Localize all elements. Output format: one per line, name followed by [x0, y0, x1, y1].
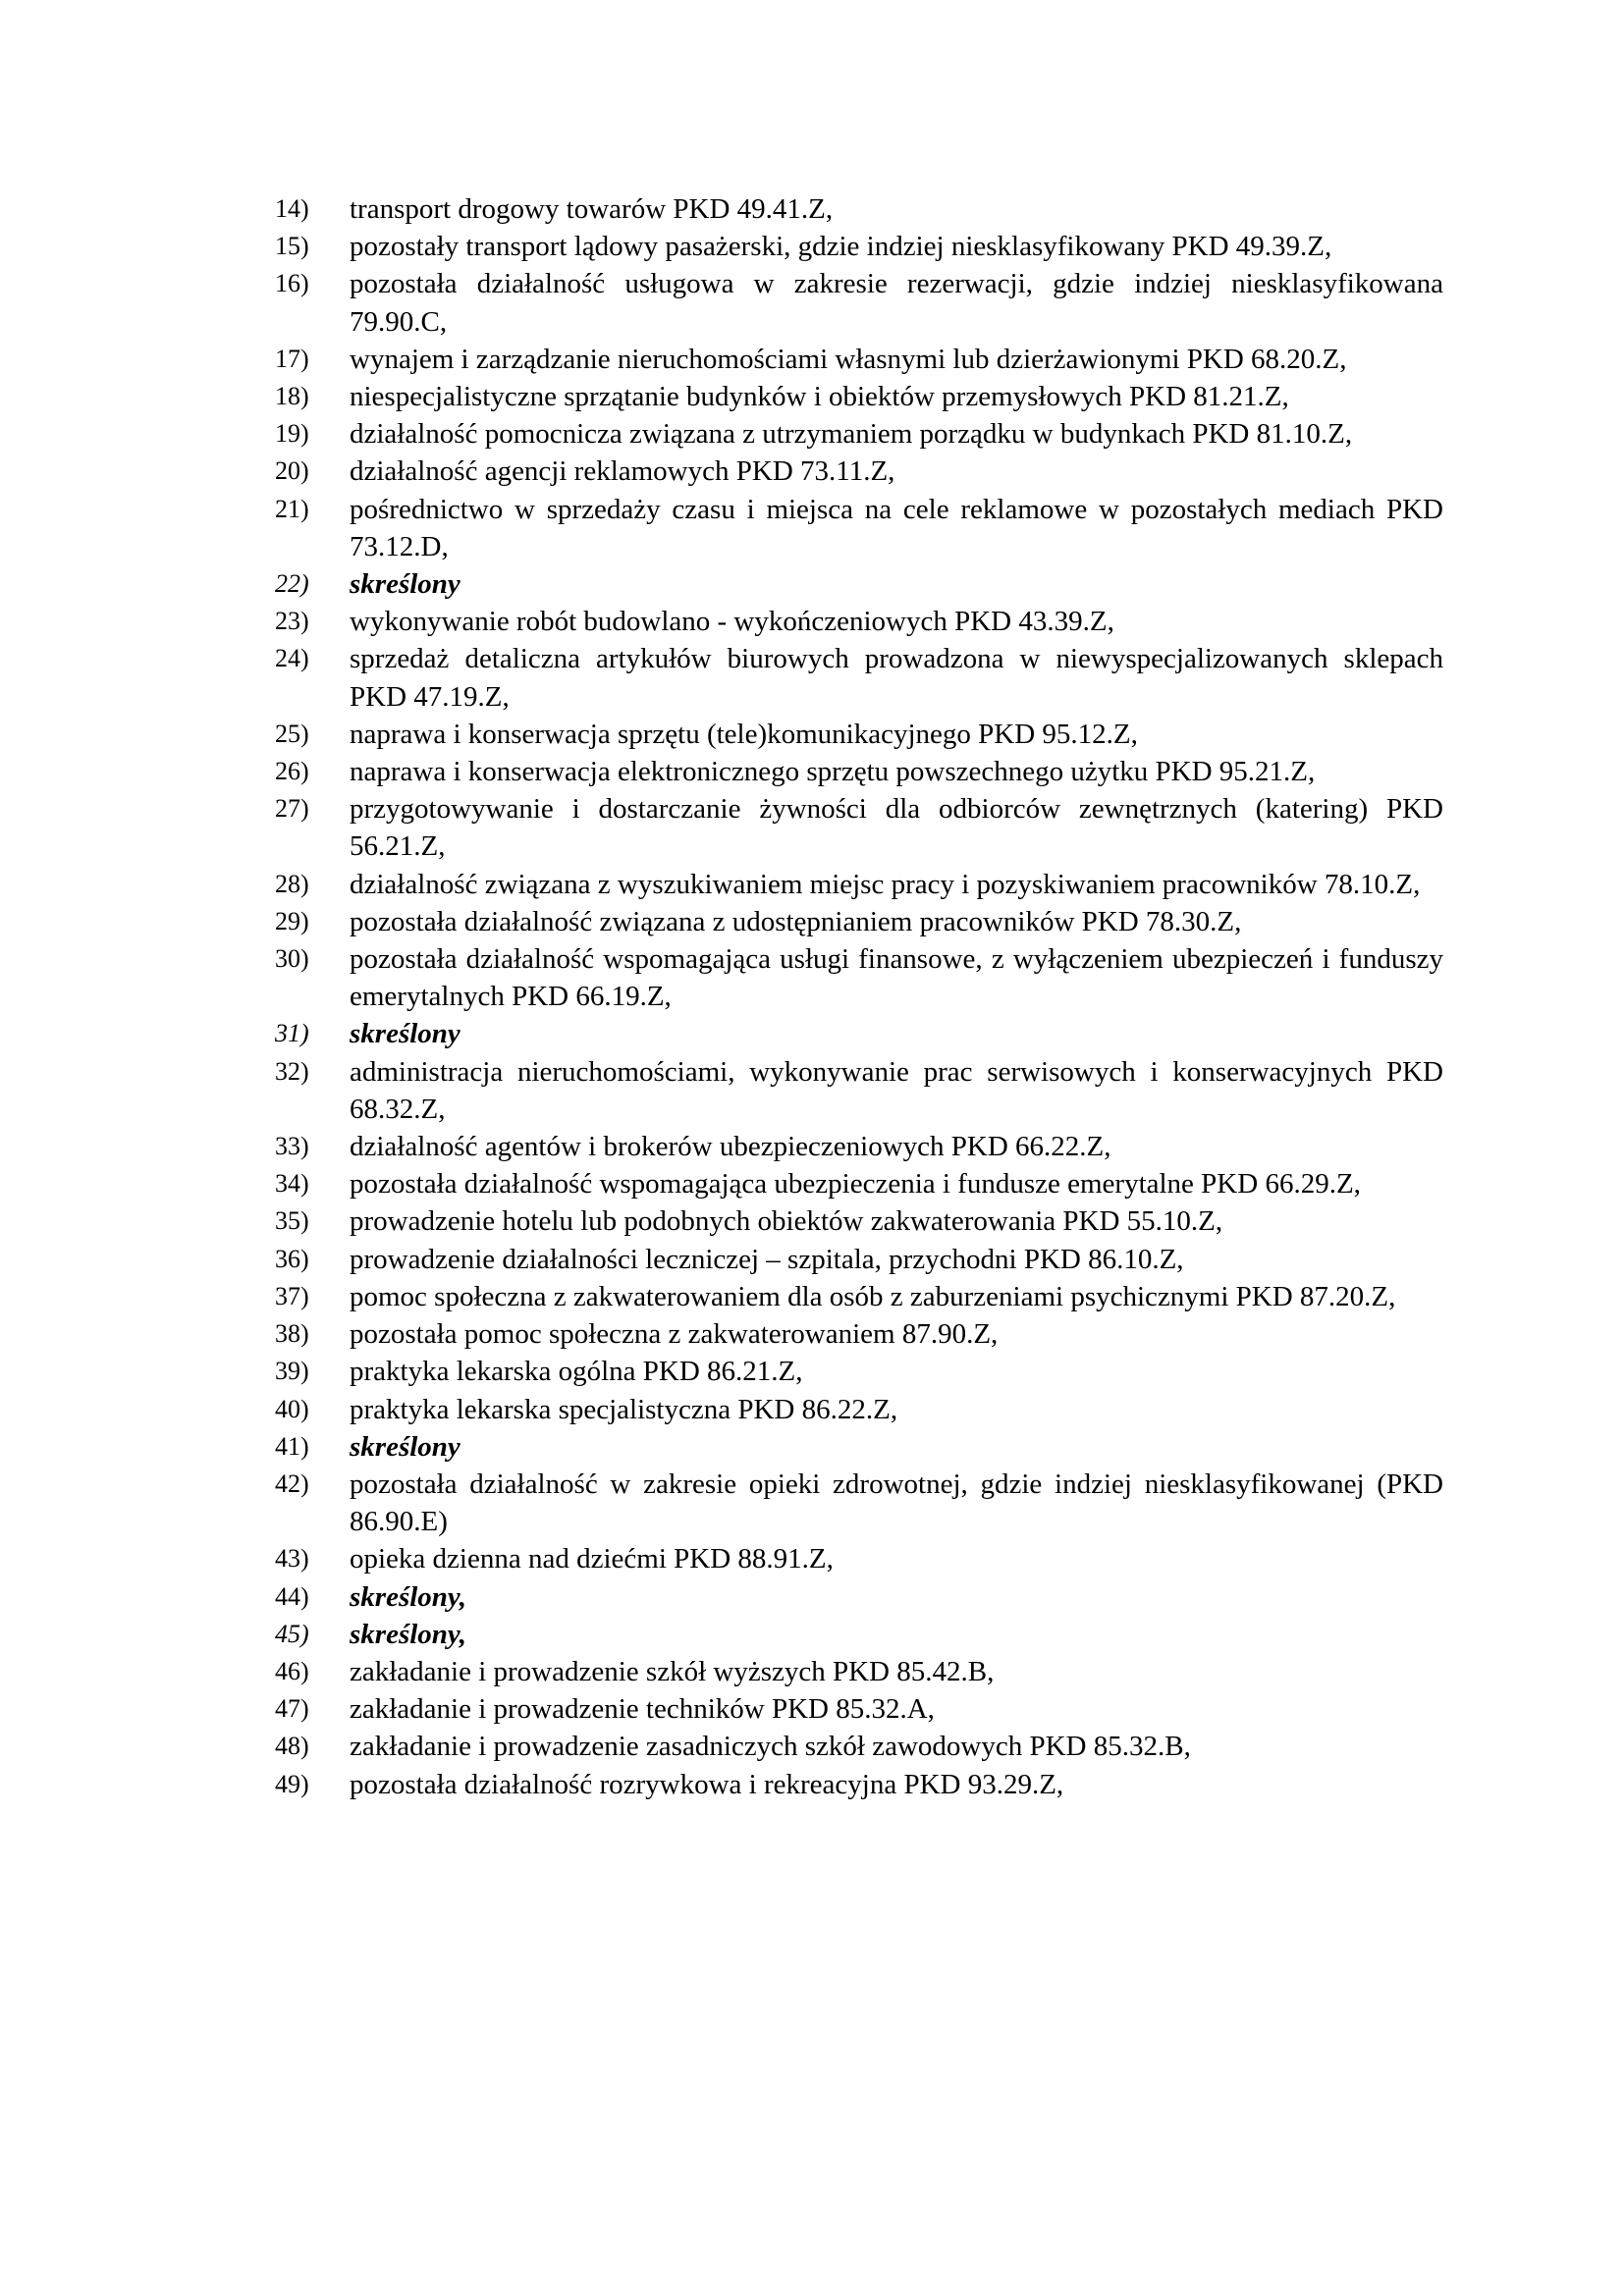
list-item-number: 40): [275, 1394, 309, 1423]
list-item-text: naprawa i konserwacja elektronicznego sprzętu powszechnego użytku PKD 95.21.Z,: [350, 756, 1316, 788]
list-item-text: praktyka lekarska specjalistyczna PKD 86.22.Z,: [350, 1393, 898, 1425]
list-item-number: 41): [275, 1431, 309, 1461]
list-item-text: opieka dzienna nad dziećmi PKD 88.91.Z,: [350, 1543, 834, 1575]
list-item-text: skreślony: [350, 1430, 460, 1463]
list-item-text: sprzedaż detaliczna artykułów biurowych prowadzona w niewyspecjalizowanych sklepach PKD 47.19.Z,: [350, 643, 1443, 713]
list-item-number: 34): [275, 1169, 309, 1199]
list-item-text: pozostała działalność wspomagająca ubezpieczenia i fundusze emerytalne PKD 66.29.Z,: [350, 1168, 1361, 1201]
list-item: [275, 1128, 1443, 1165]
list-item-text: pozostała działalność wspomagająca usługi finansowe, z wyłączeniem ubezpieczeń i funduszy emerytalnych PKD 66.19.Z,: [350, 943, 1443, 1013]
list-item-number: 14): [275, 194, 309, 223]
list-item-text: wykonywanie robót budowlano - wykończeniowych PKD 43.39.Z,: [350, 606, 1114, 638]
list-item: [275, 716, 1443, 753]
list-item: [275, 790, 1443, 865]
list-item-number: 49): [275, 1769, 309, 1798]
list-item: [275, 1653, 1443, 1690]
list-item-text: wynajem i zarządzanie nieruchomościami własnymi lub dzierżawionymi PKD 68.20.Z,: [350, 343, 1347, 375]
list-item: [275, 190, 1443, 228]
list-item-number: 33): [275, 1132, 309, 1161]
list-item: [275, 1466, 1443, 1540]
list-item-text: prowadzenie działalności leczniczej – szpitala, przychodni PKD 86.10.Z,: [350, 1243, 1184, 1275]
list-item-number: 26): [275, 757, 309, 786]
list-item-text: skreślony,: [350, 1618, 466, 1650]
list-item: [275, 903, 1443, 940]
list-item-number: 16): [275, 269, 309, 298]
list-item-text: prowadzenie hotelu lub podobnych obiektów zakwaterowania PKD 55.10.Z,: [350, 1205, 1223, 1238]
list-item-number: 46): [275, 1656, 309, 1685]
list-item-text: niespecjalistyczne sprzątanie budynków i obiektów przemysłowych PKD 81.21.Z,: [350, 381, 1289, 413]
list-item: [275, 753, 1443, 790]
list-item: [275, 1766, 1443, 1803]
list-item-text: działalność agencji reklamowych PKD 73.11.Z,: [350, 455, 895, 488]
list-item-number: 42): [275, 1468, 309, 1498]
list-item-text: naprawa i konserwacja sprzętu (tele)komunikacyjnego PKD 95.12.Z,: [350, 718, 1138, 750]
list-item: [275, 866, 1443, 903]
list-item: [275, 1202, 1443, 1240]
list-item: [275, 1391, 1443, 1428]
list-item-text: praktyka lekarska ogólna PKD 86.21.Z,: [350, 1356, 803, 1388]
list-item: [275, 1690, 1443, 1728]
list-item-number: 27): [275, 794, 309, 824]
list-item-text: pomoc społeczna z zakwaterowaniem dla osób z zaburzeniami psychicznymi PKD 87.20.Z,: [350, 1280, 1396, 1312]
list-item-number: 47): [275, 1694, 309, 1724]
list-item-number: 48): [275, 1732, 309, 1761]
list-item-number: 17): [275, 344, 309, 373]
list-item-text: administracja nieruchomościami, wykonywanie prac serwisowych i konserwacyjnych PKD 68.32.Z,: [350, 1055, 1443, 1125]
list-item: [275, 228, 1443, 265]
list-item-text: pozostała działalność rozrywkowa i rekreacyjna PKD 93.29.Z,: [350, 1768, 1064, 1800]
list-item-text: pozostała działalność w zakresie opieki zdrowotnej, gdzie indziej niesklasyfikowanej (PKD 86.90.E): [350, 1468, 1443, 1538]
list-item-text: działalność agentów i brokerów ubezpieczeniowych PKD 66.22.Z,: [350, 1131, 1111, 1163]
list-item-text: pozostała pomoc społeczna z zakwaterowaniem 87.90.Z,: [350, 1318, 999, 1351]
list-item: [275, 940, 1443, 1015]
list-item: [275, 1728, 1443, 1765]
list-item-number: 21): [275, 494, 309, 523]
list-item-text: zakładanie i prowadzenie zasadniczych szkół zawodowych PKD 85.32.B,: [350, 1731, 1191, 1763]
list-item-number: 44): [275, 1581, 309, 1611]
list-item-text: pozostały transport lądowy pasażerski, gdzie indziej niesklasyfikowany PKD 49.39.Z,: [350, 231, 1332, 263]
list-item: [275, 1353, 1443, 1390]
list-item-number: 45): [275, 1619, 309, 1648]
list-item-number: 18): [275, 382, 309, 411]
list-item-text: działalność pomocnicza związana z utrzymaniem porządku w budynkach PKD 81.10.Z,: [350, 418, 1353, 451]
list-item: [275, 341, 1443, 378]
list-item-number: 39): [275, 1357, 309, 1386]
list-item-number: 32): [275, 1056, 309, 1086]
list-item-text: skreślony: [350, 1018, 460, 1050]
list-item-text: pozostała działalność usługowa w zakresie rezerwacji, gdzie indziej niesklasyfikowana 79.90.C,: [350, 268, 1443, 338]
list-item-number: 37): [275, 1281, 309, 1310]
list-item-number: 23): [275, 607, 309, 636]
list-item-number: 43): [275, 1544, 309, 1574]
list-item-number: 31): [275, 1019, 309, 1048]
list-item-text: skreślony: [350, 568, 460, 601]
list-item-text: zakładanie i prowadzenie szkół wyższych PKD 85.42.B,: [350, 1655, 995, 1687]
pkd-activity-list: [275, 190, 1443, 1803]
list-item-number: 36): [275, 1244, 309, 1273]
list-item: [275, 640, 1443, 715]
list-item-number: 29): [275, 906, 309, 935]
list-item-number: 15): [275, 232, 309, 261]
list-item-number: 19): [275, 419, 309, 449]
list-item-number: 24): [275, 644, 309, 673]
list-item-deleted: [275, 565, 1443, 603]
list-item: [275, 265, 1443, 340]
list-item-text: transport drogowy towarów PKD 49.41.Z,: [350, 193, 834, 225]
list-item-deleted: [275, 1616, 1443, 1653]
list-item: [275, 415, 1443, 453]
list-item-text: pośrednictwo w sprzedaży czasu i miejsca na cele reklamowe w pozostałych mediach PKD 73.12.D,: [350, 493, 1443, 562]
list-item-text: zakładanie i prowadzenie techników PKD 85.32.A,: [350, 1693, 935, 1726]
list-item: [275, 491, 1443, 565]
list-item: [275, 453, 1443, 490]
list-item-deleted: [275, 1015, 1443, 1052]
list-item: [275, 1165, 1443, 1202]
list-item-number: 30): [275, 944, 309, 974]
list-item: [275, 1278, 1443, 1315]
list-item-number: 38): [275, 1319, 309, 1349]
list-item: [275, 1315, 1443, 1353]
list-item-number: 28): [275, 869, 309, 898]
list-item-number: 35): [275, 1206, 309, 1236]
list-item: [275, 1540, 1443, 1577]
list-item-text: działalność związana z wyszukiwaniem miejsc pracy i pozyskiwaniem pracowników 78.10.Z,: [350, 868, 1421, 900]
list-item-number: 25): [275, 719, 309, 748]
list-item: [275, 378, 1443, 415]
list-item-text: skreślony,: [350, 1580, 466, 1613]
list-item-number: 20): [275, 456, 309, 486]
list-item-text: pozostała działalność związana z udostępnianiem pracowników PKD 78.30.Z,: [350, 905, 1242, 937]
list-item-deleted: [275, 1578, 1443, 1616]
list-item-text: przygotowywanie i dostarczanie żywności dla odbiorców zewnętrznych (katering) PKD 56.21.Z,: [350, 793, 1443, 863]
list-item-number: 22): [275, 569, 309, 599]
list-item-deleted: [275, 1428, 1443, 1466]
list-item: [275, 1241, 1443, 1278]
list-item: [275, 1053, 1443, 1128]
list-item: [275, 603, 1443, 640]
